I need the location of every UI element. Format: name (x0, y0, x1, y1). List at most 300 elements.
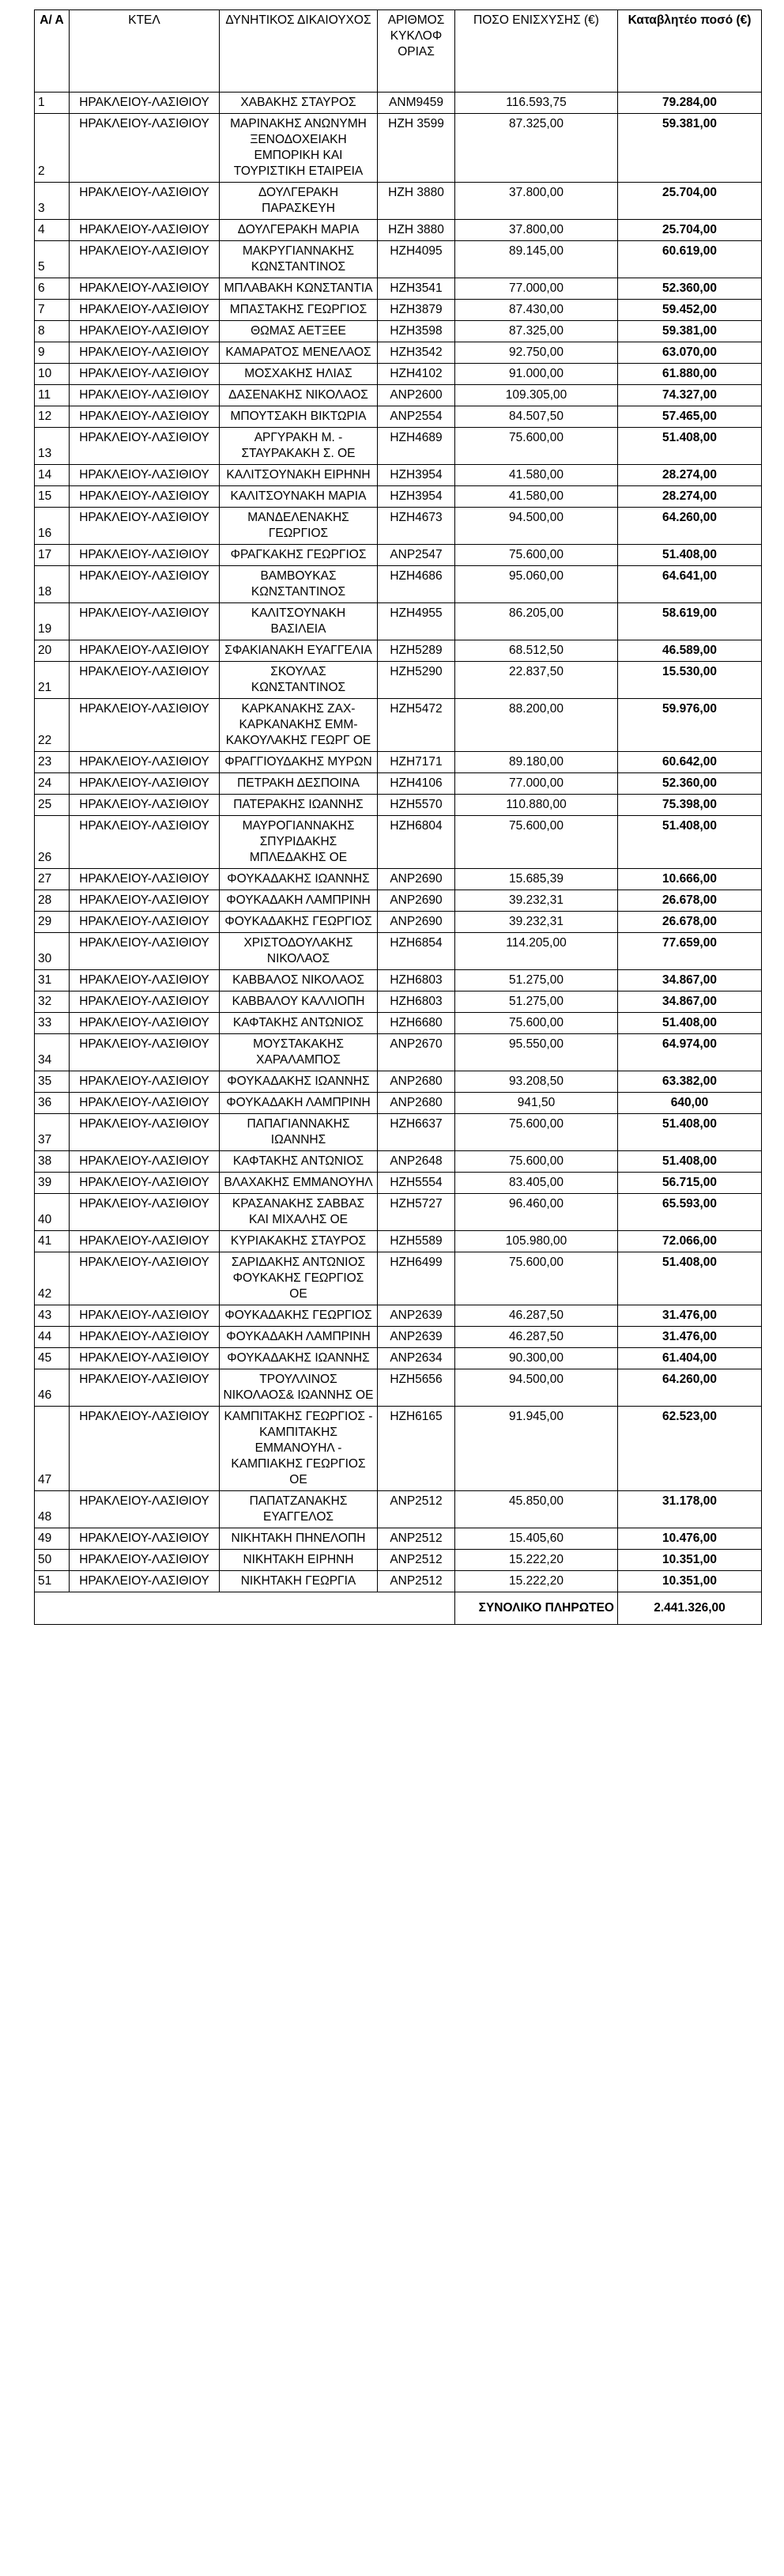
row-plate: ΗΖΗ6854 (378, 933, 455, 970)
row-payable: 77.659,00 (618, 933, 762, 970)
row-amount: 941,50 (455, 1093, 618, 1114)
row-ktel: ΗΡΑΚΛΕΙΟΥ-ΛΑΣΙΘΙΟΥ (70, 970, 220, 991)
row-ktel: ΗΡΑΚΛΕΙΟΥ-ΛΑΣΙΘΙΟΥ (70, 428, 220, 465)
header-beneficiary: ΔΥΝΗΤΙΚΟΣ ΔΙΚΑΙΟΥΧΟΣ (220, 10, 378, 93)
row-payable: 34.867,00 (618, 991, 762, 1013)
row-amount: 116.593,75 (455, 93, 618, 114)
row-beneficiary: ΜΠΟΥΤΣΑΚΗ ΒΙΚΤΩΡΙΑ (220, 406, 378, 428)
row-amount: 90.300,00 (455, 1348, 618, 1369)
row-payable: 59.381,00 (618, 114, 762, 183)
row-ktel: ΗΡΑΚΛΕΙΟΥ-ΛΑΣΙΘΙΟΥ (70, 1194, 220, 1231)
row-payable: 26.678,00 (618, 912, 762, 933)
row-aa: 13 (35, 428, 70, 465)
table-row (35, 752, 762, 773)
row-ktel: ΗΡΑΚΛΕΙΟΥ-ΛΑΣΙΘΙΟΥ (70, 321, 220, 342)
row-payable: 31.476,00 (618, 1327, 762, 1348)
row-ktel: ΗΡΑΚΛΕΙΟΥ-ΛΑΣΙΘΙΟΥ (70, 1491, 220, 1528)
table-row (35, 970, 762, 991)
table-row (35, 220, 762, 241)
row-ktel: ΗΡΑΚΛΕΙΟΥ-ΛΑΣΙΘΙΟΥ (70, 508, 220, 545)
row-beneficiary: ΣΦΑΚΙΑΝΑΚΗ ΕΥΑΓΓΕΛΙΑ (220, 640, 378, 662)
row-payable: 65.593,00 (618, 1194, 762, 1231)
row-aa: 32 (35, 991, 70, 1013)
header-ktel: ΚΤΕΛ (70, 10, 220, 93)
row-aa: 1 (35, 93, 70, 114)
row-plate: ΗΖΗ3541 (378, 278, 455, 300)
row-aa: 25 (35, 795, 70, 816)
row-amount: 39.232,31 (455, 912, 618, 933)
row-aa: 18 (35, 566, 70, 603)
beneficiaries-table (34, 9, 762, 1625)
row-plate: ΑΝΡ2690 (378, 869, 455, 890)
row-amount: 41.580,00 (455, 465, 618, 486)
row-beneficiary: ΚΑΛΙΤΣΟΥΝΑΚΗ ΒΑΣΙΛΕΙΑ (220, 603, 378, 640)
row-payable: 28.274,00 (618, 465, 762, 486)
row-beneficiary: ΚΑΦΤΑΚΗΣ ΑΝΤΩΝΙΟΣ (220, 1013, 378, 1034)
row-ktel: ΗΡΑΚΛΕΙΟΥ-ΛΑΣΙΘΙΟΥ (70, 1231, 220, 1252)
table-row (35, 1407, 762, 1491)
row-ktel: ΗΡΑΚΛΕΙΟΥ-ΛΑΣΙΘΙΟΥ (70, 699, 220, 752)
row-amount: 41.580,00 (455, 486, 618, 508)
row-aa: 26 (35, 816, 70, 869)
row-payable: 52.360,00 (618, 773, 762, 795)
row-ktel: ΗΡΑΚΛΕΙΟΥ-ΛΑΣΙΘΙΟΥ (70, 991, 220, 1013)
row-plate: ΗΖΗ3879 (378, 300, 455, 321)
row-beneficiary: ΒΛΑΧΑΚΗΣ ΕΜΜΑΝΟΥΗΛ (220, 1173, 378, 1194)
table-row (35, 603, 762, 640)
row-beneficiary: ΦΟΥΚΑΔΑΚΗ ΛΑΜΠΡΙΝΗ (220, 890, 378, 912)
row-plate: ΑΝΡ2554 (378, 406, 455, 428)
table-row (35, 1571, 762, 1592)
row-plate: ΗΖΗ5554 (378, 1173, 455, 1194)
row-plate: ΗΖΗ3598 (378, 321, 455, 342)
table-row (35, 1528, 762, 1550)
row-beneficiary: ΦΡΑΓΓΙΟΥΔΑΚΗΣ ΜΥΡΩΝ (220, 752, 378, 773)
row-beneficiary: ΜΟΥΣΤΑΚΑΚΗΣ ΧΑΡΑΛΑΜΠΟΣ (220, 1034, 378, 1071)
row-beneficiary: ΤΡΟΥΛΛΙΝΟΣ ΝΙΚΟΛΑΟΣ& ΙΩΑΝΝΗΣ ΟΕ (220, 1369, 378, 1407)
table-row (35, 1327, 762, 1348)
row-plate: ΗΖΗ5727 (378, 1194, 455, 1231)
row-amount: 22.837,50 (455, 662, 618, 699)
row-amount: 75.600,00 (455, 1252, 618, 1305)
row-amount: 46.287,50 (455, 1327, 618, 1348)
row-aa: 10 (35, 364, 70, 385)
row-amount: 75.600,00 (455, 545, 618, 566)
row-amount: 15.222,20 (455, 1571, 618, 1592)
row-aa: 39 (35, 1173, 70, 1194)
header-plate: ΑΡΙΘΜΟΣ ΚΥΚΛΟΦ ΟΡΙΑΣ (378, 10, 455, 93)
table-row (35, 508, 762, 545)
row-payable: 75.398,00 (618, 795, 762, 816)
row-plate: ΗΖΗ6680 (378, 1013, 455, 1034)
row-aa: 4 (35, 220, 70, 241)
row-amount: 91.945,00 (455, 1407, 618, 1491)
table-row (35, 1114, 762, 1151)
row-beneficiary: ΚΑΡΚΑΝΑΚΗΣ ΖΑΧ-ΚΑΡΚΑΝΑΚΗΣ ΕΜΜ-ΚΑΚΟΥΛΑΚΗΣ ΓΕΩΡΓ ΟΕ (220, 699, 378, 752)
row-plate: ΗΖΗ4102 (378, 364, 455, 385)
row-amount: 46.287,50 (455, 1305, 618, 1327)
table-body (35, 93, 762, 1592)
table-row (35, 1305, 762, 1327)
row-aa: 14 (35, 465, 70, 486)
row-payable: 51.408,00 (618, 1013, 762, 1034)
row-plate: ΗΖΗ 3599 (378, 114, 455, 183)
row-payable: 51.408,00 (618, 1151, 762, 1173)
row-beneficiary: ΑΡΓΥΡΑΚΗ Μ. - ΣΤΑΥΡΑΚΑΚΗ Σ. ΟΕ (220, 428, 378, 465)
row-plate: ΑΝΡ2634 (378, 1348, 455, 1369)
row-ktel: ΗΡΑΚΛΕΙΟΥ-ΛΑΣΙΘΙΟΥ (70, 93, 220, 114)
row-ktel: ΗΡΑΚΛΕΙΟΥ-ΛΑΣΙΘΙΟΥ (70, 385, 220, 406)
row-aa: 33 (35, 1013, 70, 1034)
row-amount: 15.222,20 (455, 1550, 618, 1571)
row-ktel: ΗΡΑΚΛΕΙΟΥ-ΛΑΣΙΘΙΟΥ (70, 1093, 220, 1114)
table-row (35, 183, 762, 220)
row-ktel: ΗΡΑΚΛΕΙΟΥ-ΛΑΣΙΘΙΟΥ (70, 1528, 220, 1550)
row-plate: ΑΝΡ2680 (378, 1093, 455, 1114)
row-ktel: ΗΡΑΚΛΕΙΟΥ-ΛΑΣΙΘΙΟΥ (70, 1369, 220, 1407)
row-beneficiary: ΘΩΜΑΣ ΑΕΤΞΕΕ (220, 321, 378, 342)
row-amount: 15.405,60 (455, 1528, 618, 1550)
row-beneficiary: ΚΡΑΣΑΝΑΚΗΣ ΣΑΒΒΑΣ ΚΑΙ ΜΙΧΑΛΗΣ ΟΕ (220, 1194, 378, 1231)
row-payable: 25.704,00 (618, 183, 762, 220)
row-aa: 19 (35, 603, 70, 640)
row-plate: ΗΖΗ5589 (378, 1231, 455, 1252)
row-payable: 59.381,00 (618, 321, 762, 342)
row-payable: 61.880,00 (618, 364, 762, 385)
row-plate: ΑΝΡ2512 (378, 1491, 455, 1528)
table-row (35, 1550, 762, 1571)
row-plate: ΗΖΗ6804 (378, 816, 455, 869)
table-row (35, 795, 762, 816)
row-aa: 9 (35, 342, 70, 364)
row-payable: 64.641,00 (618, 566, 762, 603)
row-amount: 75.600,00 (455, 816, 618, 869)
row-payable: 63.382,00 (618, 1071, 762, 1093)
row-payable: 25.704,00 (618, 220, 762, 241)
row-beneficiary: ΠΑΠΑΤΖΑΝΑΚΗΣ ΕΥΑΓΓΕΛΟΣ (220, 1491, 378, 1528)
row-plate: ΗΖΗ6165 (378, 1407, 455, 1491)
row-amount: 96.460,00 (455, 1194, 618, 1231)
row-beneficiary: ΠΕΤΡΑΚΗ ΔΕΣΠΟΙΝΑ (220, 773, 378, 795)
row-amount: 105.980,00 (455, 1231, 618, 1252)
row-aa: 48 (35, 1491, 70, 1528)
row-aa: 40 (35, 1194, 70, 1231)
row-plate: ΑΝΡ2639 (378, 1327, 455, 1348)
row-amount: 94.500,00 (455, 508, 618, 545)
row-aa: 20 (35, 640, 70, 662)
row-payable: 31.178,00 (618, 1491, 762, 1528)
row-payable: 10.351,00 (618, 1550, 762, 1571)
row-amount: 87.430,00 (455, 300, 618, 321)
row-aa: 12 (35, 406, 70, 428)
row-payable: 51.408,00 (618, 1114, 762, 1151)
table-row (35, 933, 762, 970)
table-row (35, 545, 762, 566)
row-plate: ΑΝΡ2680 (378, 1071, 455, 1093)
table-row (35, 991, 762, 1013)
row-aa: 24 (35, 773, 70, 795)
table-row (35, 342, 762, 364)
row-beneficiary: ΝΙΚΗΤΑΚΗ ΠΗΝΕΛΟΠΗ (220, 1528, 378, 1550)
row-amount: 75.600,00 (455, 1013, 618, 1034)
row-aa: 8 (35, 321, 70, 342)
row-payable: 64.260,00 (618, 508, 762, 545)
row-beneficiary: ΠΑΤΕΡΑΚΗΣ ΙΩΑΝΝΗΣ (220, 795, 378, 816)
row-ktel: ΗΡΑΚΛΕΙΟΥ-ΛΑΣΙΘΙΟΥ (70, 1173, 220, 1194)
row-plate: ΗΖΗ6803 (378, 970, 455, 991)
table-row (35, 1231, 762, 1252)
table-row (35, 1348, 762, 1369)
table-row (35, 662, 762, 699)
row-aa: 37 (35, 1114, 70, 1151)
row-amount: 45.850,00 (455, 1491, 618, 1528)
row-beneficiary: ΦΟΥΚΑΔΑΚΗΣ ΙΩΑΝΝΗΣ (220, 1348, 378, 1369)
total-value: 2.441.326,00 (618, 1592, 762, 1625)
row-payable: 57.465,00 (618, 406, 762, 428)
row-beneficiary: ΜΑΥΡΟΓΙΑΝΝΑΚΗΣ ΣΠΥΡΙΔΑΚΗΣ ΜΠΛΕΔΑΚΗΣ ΟΕ (220, 816, 378, 869)
row-ktel: ΗΡΑΚΛΕΙΟΥ-ΛΑΣΙΘΙΟΥ (70, 545, 220, 566)
row-beneficiary: ΔΟΥΛΓΕΡΑΚΗ ΜΑΡΙΑ (220, 220, 378, 241)
table-row (35, 890, 762, 912)
row-beneficiary: ΝΙΚΗΤΑΚΗ ΓΕΩΡΓΙΑ (220, 1571, 378, 1592)
row-ktel: ΗΡΑΚΛΕΙΟΥ-ΛΑΣΙΘΙΟΥ (70, 364, 220, 385)
row-amount: 95.060,00 (455, 566, 618, 603)
table-row (35, 1151, 762, 1173)
row-amount: 83.405,00 (455, 1173, 618, 1194)
row-payable: 51.408,00 (618, 428, 762, 465)
row-payable: 46.589,00 (618, 640, 762, 662)
row-amount: 89.145,00 (455, 241, 618, 278)
table-row (35, 241, 762, 278)
row-plate: ΗΖΗ4106 (378, 773, 455, 795)
table-row (35, 406, 762, 428)
row-payable: 31.476,00 (618, 1305, 762, 1327)
total-row (35, 1592, 762, 1625)
table-row (35, 1369, 762, 1407)
row-plate: ΑΝΜ9459 (378, 93, 455, 114)
row-beneficiary: ΚΑΛΙΤΣΟΥΝΑΚΗ ΕΙΡΗΝΗ (220, 465, 378, 486)
row-ktel: ΗΡΑΚΛΕΙΟΥ-ΛΑΣΙΘΙΟΥ (70, 890, 220, 912)
row-ktel: ΗΡΑΚΛΕΙΟΥ-ΛΑΣΙΘΙΟΥ (70, 1571, 220, 1592)
row-plate: ΑΝΡ2690 (378, 912, 455, 933)
row-beneficiary: ΠΑΠΑΓΙΑΝΝΑΚΗΣ ΙΩΑΝΝΗΣ (220, 1114, 378, 1151)
row-plate: ΑΝΡ2670 (378, 1034, 455, 1071)
row-payable: 10.476,00 (618, 1528, 762, 1550)
row-payable: 28.274,00 (618, 486, 762, 508)
row-payable: 59.452,00 (618, 300, 762, 321)
row-beneficiary: ΜΑΚΡΥΓΙΑΝΝΑΚΗΣ ΚΩΝΣΤΑΝΤΙΝΟΣ (220, 241, 378, 278)
table-row (35, 699, 762, 752)
row-aa: 28 (35, 890, 70, 912)
row-plate: ΗΖΗ4095 (378, 241, 455, 278)
row-payable: 640,00 (618, 1093, 762, 1114)
header-payable: Καταβλητέο ποσό (€) (618, 10, 762, 93)
row-amount: 15.685,39 (455, 869, 618, 890)
row-payable: 15.530,00 (618, 662, 762, 699)
row-beneficiary: ΜΟΣΧΑΚΗΣ ΗΛΙΑΣ (220, 364, 378, 385)
row-plate: ΗΖΗ5472 (378, 699, 455, 752)
row-amount: 39.232,31 (455, 890, 618, 912)
row-plate: ΗΖΗ 3880 (378, 183, 455, 220)
row-aa: 15 (35, 486, 70, 508)
row-beneficiary: ΝΙΚΗΤΑΚΗ ΕΙΡΗΝΗ (220, 1550, 378, 1571)
row-payable: 51.408,00 (618, 545, 762, 566)
row-ktel: ΗΡΑΚΛΕΙΟΥ-ΛΑΣΙΘΙΟΥ (70, 1348, 220, 1369)
table-row (35, 1194, 762, 1231)
table-row (35, 869, 762, 890)
row-beneficiary: ΦΟΥΚΑΔΑΚΗΣ ΙΩΑΝΝΗΣ (220, 869, 378, 890)
row-aa: 38 (35, 1151, 70, 1173)
row-aa: 34 (35, 1034, 70, 1071)
row-aa: 7 (35, 300, 70, 321)
row-plate: ΑΝΡ2512 (378, 1550, 455, 1571)
row-aa: 21 (35, 662, 70, 699)
row-beneficiary: ΔΑΣΕΝΑΚΗΣ ΝΙΚΟΛΑΟΣ (220, 385, 378, 406)
row-aa: 23 (35, 752, 70, 773)
row-aa: 51 (35, 1571, 70, 1592)
row-ktel: ΗΡΑΚΛΕΙΟΥ-ΛΑΣΙΘΙΟΥ (70, 300, 220, 321)
header-row (35, 10, 762, 93)
row-payable: 64.974,00 (618, 1034, 762, 1071)
row-beneficiary: ΜΑΡΙΝΑΚΗΣ ΑΝΩΝΥΜΗ ΞΕΝΟΔΟΧΕΙΑΚΗ ΕΜΠΟΡΙΚΗ ΚΑΙ ΤΟΥΡΙΣΤΙΚΗ ΕΤΑΙΡΕΙΑ (220, 114, 378, 183)
row-amount: 93.208,50 (455, 1071, 618, 1093)
row-ktel: ΗΡΑΚΛΕΙΟΥ-ΛΑΣΙΘΙΟΥ (70, 406, 220, 428)
table-row (35, 1093, 762, 1114)
row-ktel: ΗΡΑΚΛΕΙΟΥ-ΛΑΣΙΘΙΟΥ (70, 816, 220, 869)
table-row (35, 1252, 762, 1305)
row-amount: 75.600,00 (455, 1114, 618, 1151)
row-aa: 17 (35, 545, 70, 566)
row-aa: 47 (35, 1407, 70, 1491)
row-ktel: ΗΡΑΚΛΕΙΟΥ-ΛΑΣΙΘΙΟΥ (70, 640, 220, 662)
row-aa: 49 (35, 1528, 70, 1550)
table-row (35, 465, 762, 486)
row-beneficiary: ΚΥΡΙΑΚΑΚΗΣ ΣΤΑΥΡΟΣ (220, 1231, 378, 1252)
row-plate: ΗΖΗ3542 (378, 342, 455, 364)
row-plate: ΗΖΗ5290 (378, 662, 455, 699)
row-beneficiary: ΜΠΑΣΤΑΚΗΣ ΓΕΩΡΓΙΟΣ (220, 300, 378, 321)
row-ktel: ΗΡΑΚΛΕΙΟΥ-ΛΑΣΙΘΙΟΥ (70, 662, 220, 699)
row-plate: ΗΖΗ6499 (378, 1252, 455, 1305)
row-ktel: ΗΡΑΚΛΕΙΟΥ-ΛΑΣΙΘΙΟΥ (70, 933, 220, 970)
row-aa: 45 (35, 1348, 70, 1369)
row-payable: 59.976,00 (618, 699, 762, 752)
row-amount: 37.800,00 (455, 183, 618, 220)
row-aa: 11 (35, 385, 70, 406)
row-beneficiary: ΦΟΥΚΑΔΑΚΗ ΛΑΜΠΡΙΝΗ (220, 1093, 378, 1114)
row-aa: 50 (35, 1550, 70, 1571)
row-beneficiary: ΦΟΥΚΑΔΑΚΗΣ ΙΩΑΝΝΗΣ (220, 1071, 378, 1093)
table-row (35, 640, 762, 662)
table-row (35, 1034, 762, 1071)
row-ktel: ΗΡΑΚΛΕΙΟΥ-ΛΑΣΙΘΙΟΥ (70, 1305, 220, 1327)
table-row (35, 773, 762, 795)
row-amount: 77.000,00 (455, 773, 618, 795)
table-row (35, 1173, 762, 1194)
row-amount: 109.305,00 (455, 385, 618, 406)
row-amount: 87.325,00 (455, 114, 618, 183)
row-aa: 36 (35, 1093, 70, 1114)
row-plate: ΗΖΗ7171 (378, 752, 455, 773)
row-ktel: ΗΡΑΚΛΕΙΟΥ-ΛΑΣΙΘΙΟΥ (70, 220, 220, 241)
row-ktel: ΗΡΑΚΛΕΙΟΥ-ΛΑΣΙΘΙΟΥ (70, 869, 220, 890)
row-plate: ΑΝΡ2512 (378, 1571, 455, 1592)
row-beneficiary: ΦΡΑΓΚΑΚΗΣ ΓΕΩΡΓΙΟΣ (220, 545, 378, 566)
row-payable: 79.284,00 (618, 93, 762, 114)
row-plate: ΗΖΗ4673 (378, 508, 455, 545)
row-ktel: ΗΡΑΚΛΕΙΟΥ-ΛΑΣΙΘΙΟΥ (70, 773, 220, 795)
row-beneficiary: ΚΑΒΒΑΛΟΣ ΝΙΚΟΛΑΟΣ (220, 970, 378, 991)
row-plate: ΑΝΡ2512 (378, 1528, 455, 1550)
row-payable: 74.327,00 (618, 385, 762, 406)
row-aa: 22 (35, 699, 70, 752)
row-amount: 110.880,00 (455, 795, 618, 816)
row-aa: 43 (35, 1305, 70, 1327)
row-amount: 75.600,00 (455, 1151, 618, 1173)
row-payable: 60.619,00 (618, 241, 762, 278)
row-plate: ΑΝΡ2600 (378, 385, 455, 406)
row-plate: ΗΖΗ4686 (378, 566, 455, 603)
row-amount: 95.550,00 (455, 1034, 618, 1071)
row-plate: ΗΖΗ6803 (378, 991, 455, 1013)
row-amount: 89.180,00 (455, 752, 618, 773)
row-beneficiary: ΦΟΥΚΑΔΑΚΗΣ ΓΕΩΡΓΙΟΣ (220, 912, 378, 933)
row-plate: ΗΖΗ 3880 (378, 220, 455, 241)
row-ktel: ΗΡΑΚΛΕΙΟΥ-ΛΑΣΙΘΙΟΥ (70, 566, 220, 603)
row-amount: 84.507,50 (455, 406, 618, 428)
row-ktel: ΗΡΑΚΛΕΙΟΥ-ΛΑΣΙΘΙΟΥ (70, 1327, 220, 1348)
table-row (35, 912, 762, 933)
row-beneficiary: ΚΑΛΙΤΣΟΥΝΑΚΗ ΜΑΡΙΑ (220, 486, 378, 508)
row-ktel: ΗΡΑΚΛΕΙΟΥ-ΛΑΣΙΘΙΟΥ (70, 912, 220, 933)
row-beneficiary: ΒΑΜΒΟΥΚΑΣ ΚΩΝΣΤΑΝΤΙΝΟΣ (220, 566, 378, 603)
row-ktel: ΗΡΑΚΛΕΙΟΥ-ΛΑΣΙΘΙΟΥ (70, 1114, 220, 1151)
row-aa: 2 (35, 114, 70, 183)
row-payable: 58.619,00 (618, 603, 762, 640)
row-amount: 77.000,00 (455, 278, 618, 300)
row-ktel: ΗΡΑΚΛΕΙΟΥ-ΛΑΣΙΘΙΟΥ (70, 795, 220, 816)
table-row (35, 364, 762, 385)
table-row (35, 114, 762, 183)
table-row (35, 1071, 762, 1093)
row-ktel: ΗΡΑΚΛΕΙΟΥ-ΛΑΣΙΘΙΟΥ (70, 278, 220, 300)
row-ktel: ΗΡΑΚΛΕΙΟΥ-ΛΑΣΙΘΙΟΥ (70, 1252, 220, 1305)
row-amount: 88.200,00 (455, 699, 618, 752)
row-amount: 51.275,00 (455, 970, 618, 991)
row-payable: 52.360,00 (618, 278, 762, 300)
row-payable: 10.351,00 (618, 1571, 762, 1592)
row-ktel: ΗΡΑΚΛΕΙΟΥ-ΛΑΣΙΘΙΟΥ (70, 752, 220, 773)
row-beneficiary: ΣΑΡΙΔΑΚΗΣ ΑΝΤΩΝΙΟΣ ΦΟΥΚΑΚΗΣ ΓΕΩΡΓΙΟΣ ΟΕ (220, 1252, 378, 1305)
row-payable: 62.523,00 (618, 1407, 762, 1491)
header-amount: ΠΟΣΟ ΕΝΙΣΧΥΣΗΣ (€) (455, 10, 618, 93)
row-amount: 94.500,00 (455, 1369, 618, 1407)
total-label: ΣΥΝΟΛΙΚΟ ΠΛΗΡΩΤΕΟ (455, 1592, 618, 1625)
row-plate: ΗΖΗ4689 (378, 428, 455, 465)
row-amount: 37.800,00 (455, 220, 618, 241)
row-payable: 61.404,00 (618, 1348, 762, 1369)
row-ktel: ΗΡΑΚΛΕΙΟΥ-ΛΑΣΙΘΙΟΥ (70, 1407, 220, 1491)
row-beneficiary: ΚΑΒΒΑΛΟΥ ΚΑΛΛΙΟΠΗ (220, 991, 378, 1013)
table-row (35, 486, 762, 508)
row-aa: 30 (35, 933, 70, 970)
table-row (35, 385, 762, 406)
row-plate: ΗΖΗ3954 (378, 465, 455, 486)
total-blank-cell (35, 1592, 455, 1625)
row-payable: 51.408,00 (618, 816, 762, 869)
row-amount: 92.750,00 (455, 342, 618, 364)
row-amount: 86.205,00 (455, 603, 618, 640)
